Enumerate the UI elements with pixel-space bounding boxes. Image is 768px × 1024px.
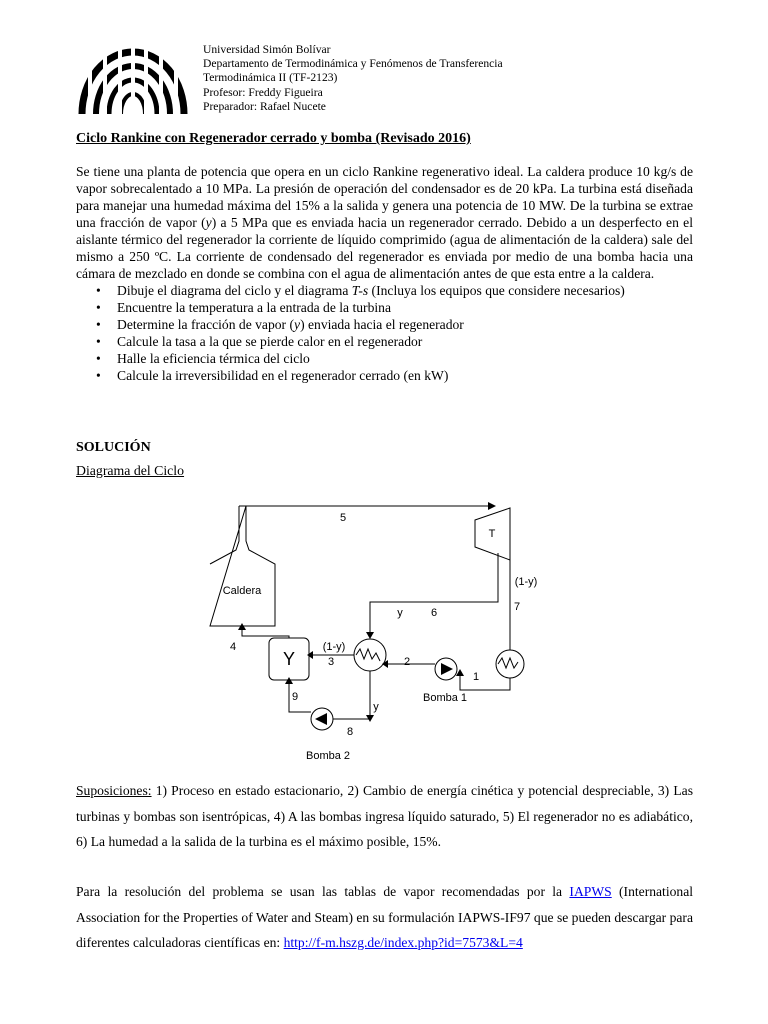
state-3-label: 3: [327, 656, 335, 668]
pump-2-label: Bomba 2: [305, 750, 351, 762]
department-name: Departamento de Termodinámica y Fenómenos de Transferencia: [203, 57, 503, 71]
task-item: • Calcule la irreversibilidad en el regenerador cerrado (en kW): [76, 367, 693, 384]
turbine-label: T: [488, 528, 496, 540]
fraction-1y-mixer-label: (1-y): [322, 641, 346, 653]
state-8-label: 8: [346, 726, 354, 738]
mixer-label: Y: [282, 649, 296, 669]
fraction-y-top-label: y: [397, 607, 403, 619]
state-6-label: 6: [430, 607, 438, 619]
download-url-link[interactable]: http://f-m.hszg.de/index.php?id=7573&L=4: [283, 935, 523, 951]
state-7-label: 7: [513, 601, 521, 613]
task-item: • Encuentre la temperatura a la entrada de la turbina: [76, 299, 693, 316]
problem-text-1: Se tiene una planta de potencia que opera en un ciclo Rankine regenerativo ideal. La caldera produce 10 kg/s de vapor sobrecalentado a 10 MPa. La presión de operación del condensador es de 20 kPa. La turbina está diseñada para manejar una humedad máxima del 15% a la salida y genera una potencia de 10 MW. De la turbina se extrae una fracción de vapor (: [76, 164, 693, 230]
university-name: Universidad Simón Bolívar: [203, 43, 331, 56]
task-item: • Halle la eficiencia térmica del ciclo: [76, 350, 693, 367]
document-title: Ciclo Rankine con Regenerador cerrado y bomba (Revisado 2016): [76, 131, 471, 146]
state-9-label: 9: [291, 691, 299, 703]
pump-1-label: Bomba 1: [422, 692, 468, 704]
state-1-label: 1: [472, 671, 480, 683]
assumptions-paragraph: [76, 778, 693, 855]
boiler-shape: [210, 506, 275, 626]
reference-text-2: (International Association for the Properties of Water and Steam) en su formulación IAPWS-IF97 que se pueden descargar para diferentes calculadoras científicas en:: [76, 884, 694, 951]
preparer-name: Preparador: Rafael Nucete: [203, 99, 326, 113]
task-item: • Calcule la tasa a la que se pierde calor en el regenerador: [76, 333, 693, 350]
boiler-label: Caldera: [222, 585, 262, 597]
fraction-y-down-label: y: [373, 701, 379, 713]
professor-name: Profesor: Freddy Figueira: [203, 85, 323, 99]
assumptions-text: 1) Proceso en estado estacionario, 2) Cambio de energía cinética y potencial despreciable, 3) Las turbinas y bombas son isentrópicas, 4) A las bombas ingresa líquido saturado, 5) El regenerador no es adiabático, 6) La humedad a la salida de la turbina es el máximo posible, 15%.: [76, 783, 693, 850]
state-2-label: 2: [403, 656, 411, 668]
reference-text-1: Para la resolución del problema se usan las tablas de vapor recomendadas por la: [76, 884, 570, 899]
var-y: y: [205, 215, 212, 230]
course-name: Termodinámica II (TF-2123): [203, 71, 338, 85]
diagram-title: Diagrama del Ciclo: [76, 463, 185, 478]
state-4-label: 4: [229, 641, 237, 653]
problem-text-2: ) a 5 MPa que es enviada hacia un regenerador cerrado. Debido a un desperfecto en el aislante térmico del regenerador la corriente de líquido comprimido (agua de alimentación de la caldera) sale del mismo a 250 ºC. La corriente de condensado del regenerador es enviada por medio de una bomba hacia una cámara de mezclado en donde se combina con el agua de alimentación antes de que esta entre a la caldera.: [76, 215, 693, 281]
task-item: • Dibuje el diagrama del ciclo y el diagrama T-s (Incluya los equipos que considere necesarios): [76, 282, 693, 299]
solution-heading: SOLUCIÓN: [76, 440, 151, 455]
condenser-shape: [496, 650, 524, 678]
iapws-link[interactable]: IAPWS: [569, 884, 612, 899]
task-item: • Determine la fracción de vapor (y) enviada hacia el regenerador: [76, 316, 693, 333]
assumptions-label: Suposiciones:: [76, 783, 152, 798]
state-5-label: 5: [339, 512, 347, 524]
fraction-1y-turbine-label: (1-y): [514, 576, 538, 588]
reference-paragraph: [76, 879, 693, 956]
